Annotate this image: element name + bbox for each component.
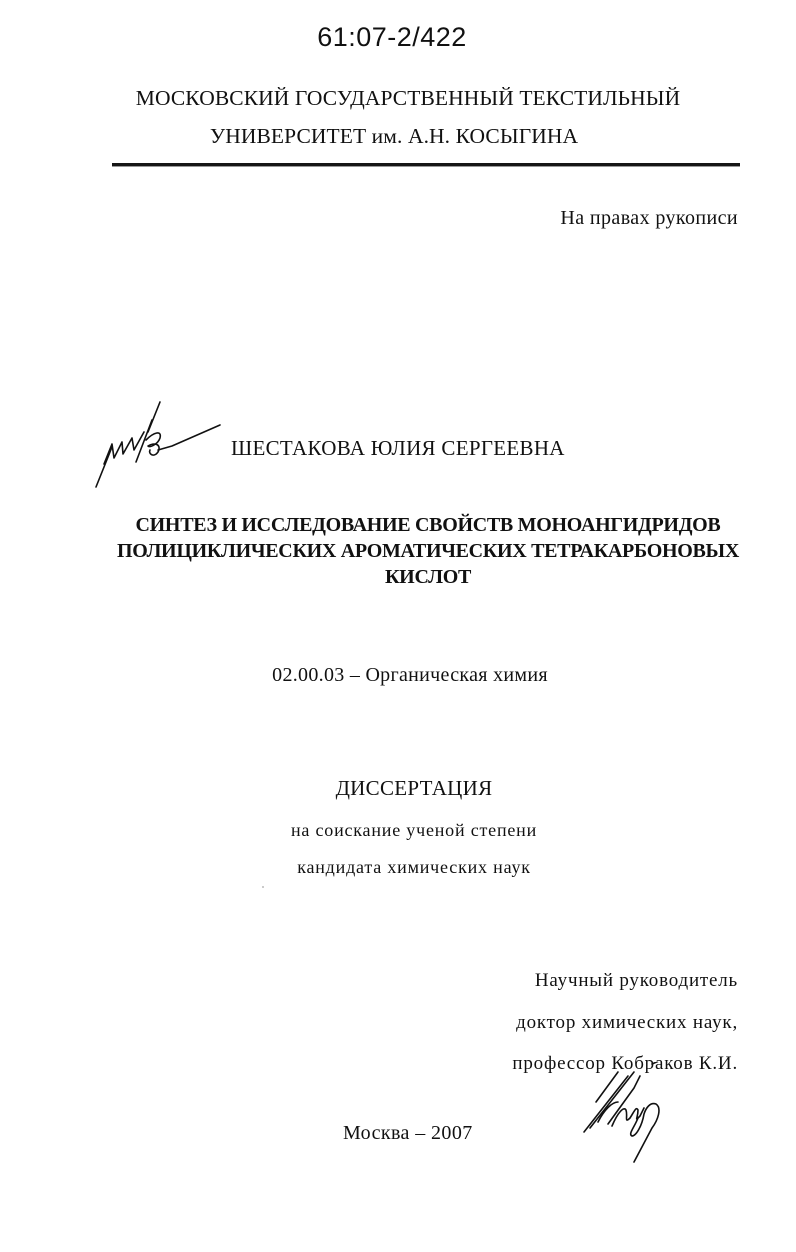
- call-number: [0, 22, 796, 53]
- supervisor-role: Научный руководитель: [534, 970, 738, 991]
- title-line-3: КИСЛОТ: [384, 566, 471, 588]
- supervisor-degree: доктор химических наук,: [516, 1012, 738, 1033]
- city-year: Москва – 2007: [343, 1122, 473, 1144]
- institution-line-2: УНИВЕРСИТЕТ им. А.Н. КОСЫГИНА: [209, 124, 579, 148]
- call-number-text: 61:07-2/422: [317, 22, 467, 52]
- degree-line-1: на соискание ученой степени: [290, 820, 538, 840]
- scan-speck: [262, 886, 264, 888]
- institution-line-1: МОСКОВСКИЙ ГОСУДАРСТВЕННЫЙ ТЕКСТИЛЬНЫЙ: [135, 86, 681, 110]
- title-line-1: СИНТЕЗ И ИССЛЕДОВАНИЕ СВОЙСТВ МОНОАНГИДРИДОВ: [135, 514, 721, 536]
- author-signature-icon: [92, 392, 222, 492]
- supervisor-signature-icon: [578, 1062, 678, 1166]
- supervisor-name: профессор Кобраков К.И.: [512, 1053, 738, 1074]
- dissertation-heading: ДИССЕРТАЦИЯ: [335, 776, 493, 800]
- header-divider: [112, 163, 740, 167]
- author-name: ШЕСТАКОВА ЮЛИЯ СЕРГЕЕВНА: [231, 436, 565, 460]
- title-line-2: ПОЛИЦИКЛИЧЕСКИХ АРОМАТИЧЕСКИХ ТЕТРАКАРБОНОВЫХ: [116, 540, 740, 562]
- specialty-code: 02.00.03 – Органическая химия: [272, 664, 548, 686]
- dissertation-title: [110, 512, 746, 590]
- degree-line-2: кандидата химических наук: [297, 857, 531, 877]
- rights-notice: На правах рукописи: [560, 207, 738, 229]
